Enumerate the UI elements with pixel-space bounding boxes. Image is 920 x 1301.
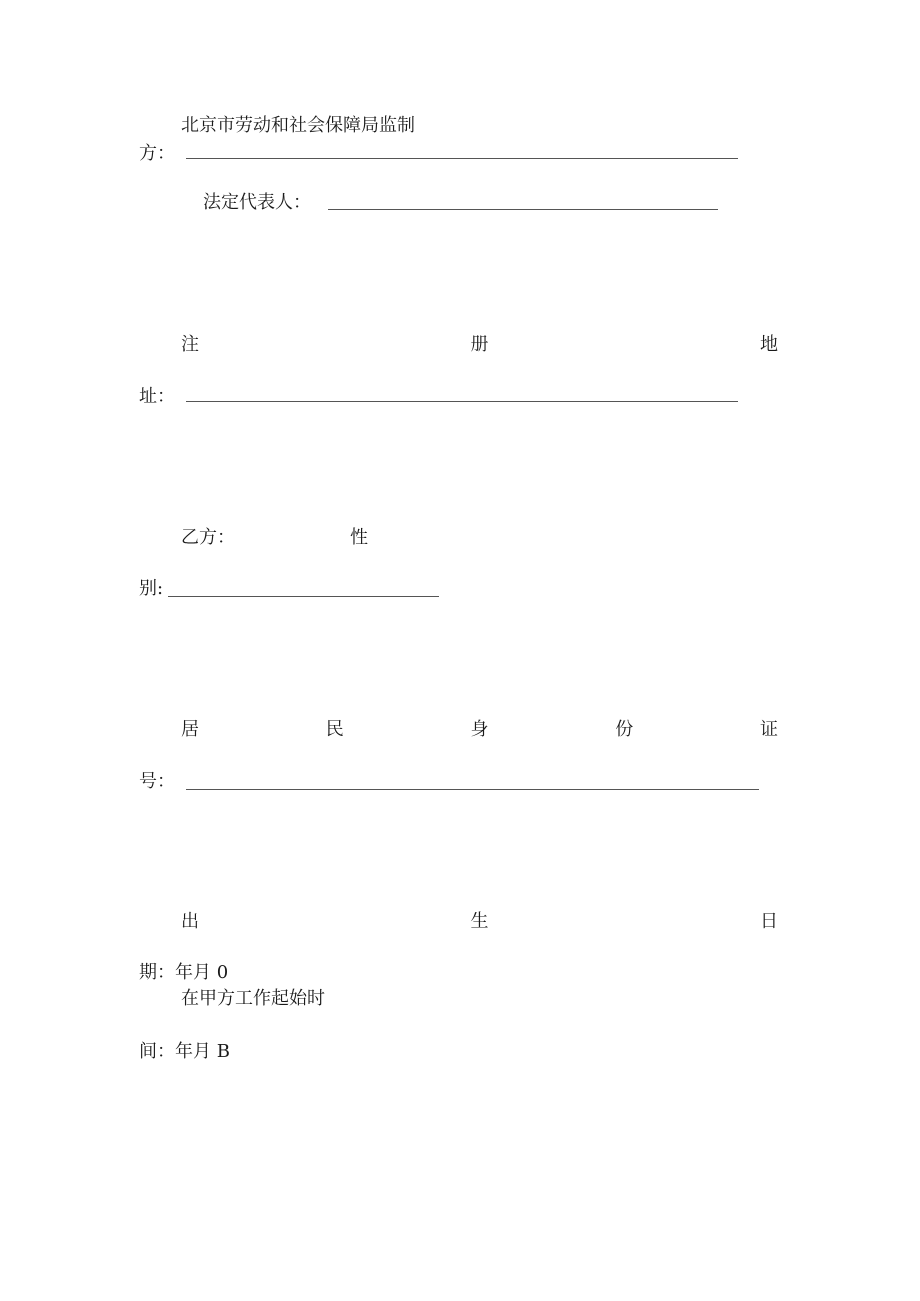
gender-label-head: 性	[350, 527, 368, 548]
start-date-label: 在甲方工作起始时	[181, 988, 325, 1009]
reg-address-tail: 址：	[139, 386, 175, 407]
reg-address-char: 注	[181, 334, 199, 355]
reg-address-char: 册	[470, 334, 489, 355]
id-number-char: 证	[760, 719, 778, 740]
birth-date-value: 期：年月 0	[139, 962, 229, 983]
legal-rep-label: 法定代表人：	[203, 192, 311, 213]
gender-label-tail: 别:	[139, 578, 164, 599]
gender-field[interactable]	[168, 596, 439, 597]
id-number-label	[181, 718, 778, 742]
party-a-label: 方：	[139, 143, 175, 164]
party-a-field[interactable]	[186, 158, 738, 159]
id-number-char: 民	[325, 719, 344, 740]
id-number-char: 身	[470, 719, 489, 740]
supervisor-text: 北京市劳动和社会保障局监制	[181, 115, 415, 136]
id-number-tail: 号：	[139, 771, 175, 792]
legal-rep-field[interactable]	[328, 209, 718, 210]
id-number-char: 居	[181, 719, 199, 740]
birth-date-char: 出	[181, 911, 199, 932]
birth-date-label	[181, 910, 778, 934]
reg-address-label	[181, 333, 778, 357]
start-date-value: 间：年月 B	[139, 1041, 230, 1062]
id-number-field[interactable]	[186, 789, 759, 790]
birth-date-char: 生	[470, 911, 489, 932]
reg-address-field[interactable]	[186, 401, 738, 402]
party-b-label: 乙方：	[181, 527, 235, 548]
reg-address-char: 地	[760, 334, 778, 355]
birth-date-char: 日	[760, 911, 778, 932]
id-number-char: 份	[615, 719, 634, 740]
